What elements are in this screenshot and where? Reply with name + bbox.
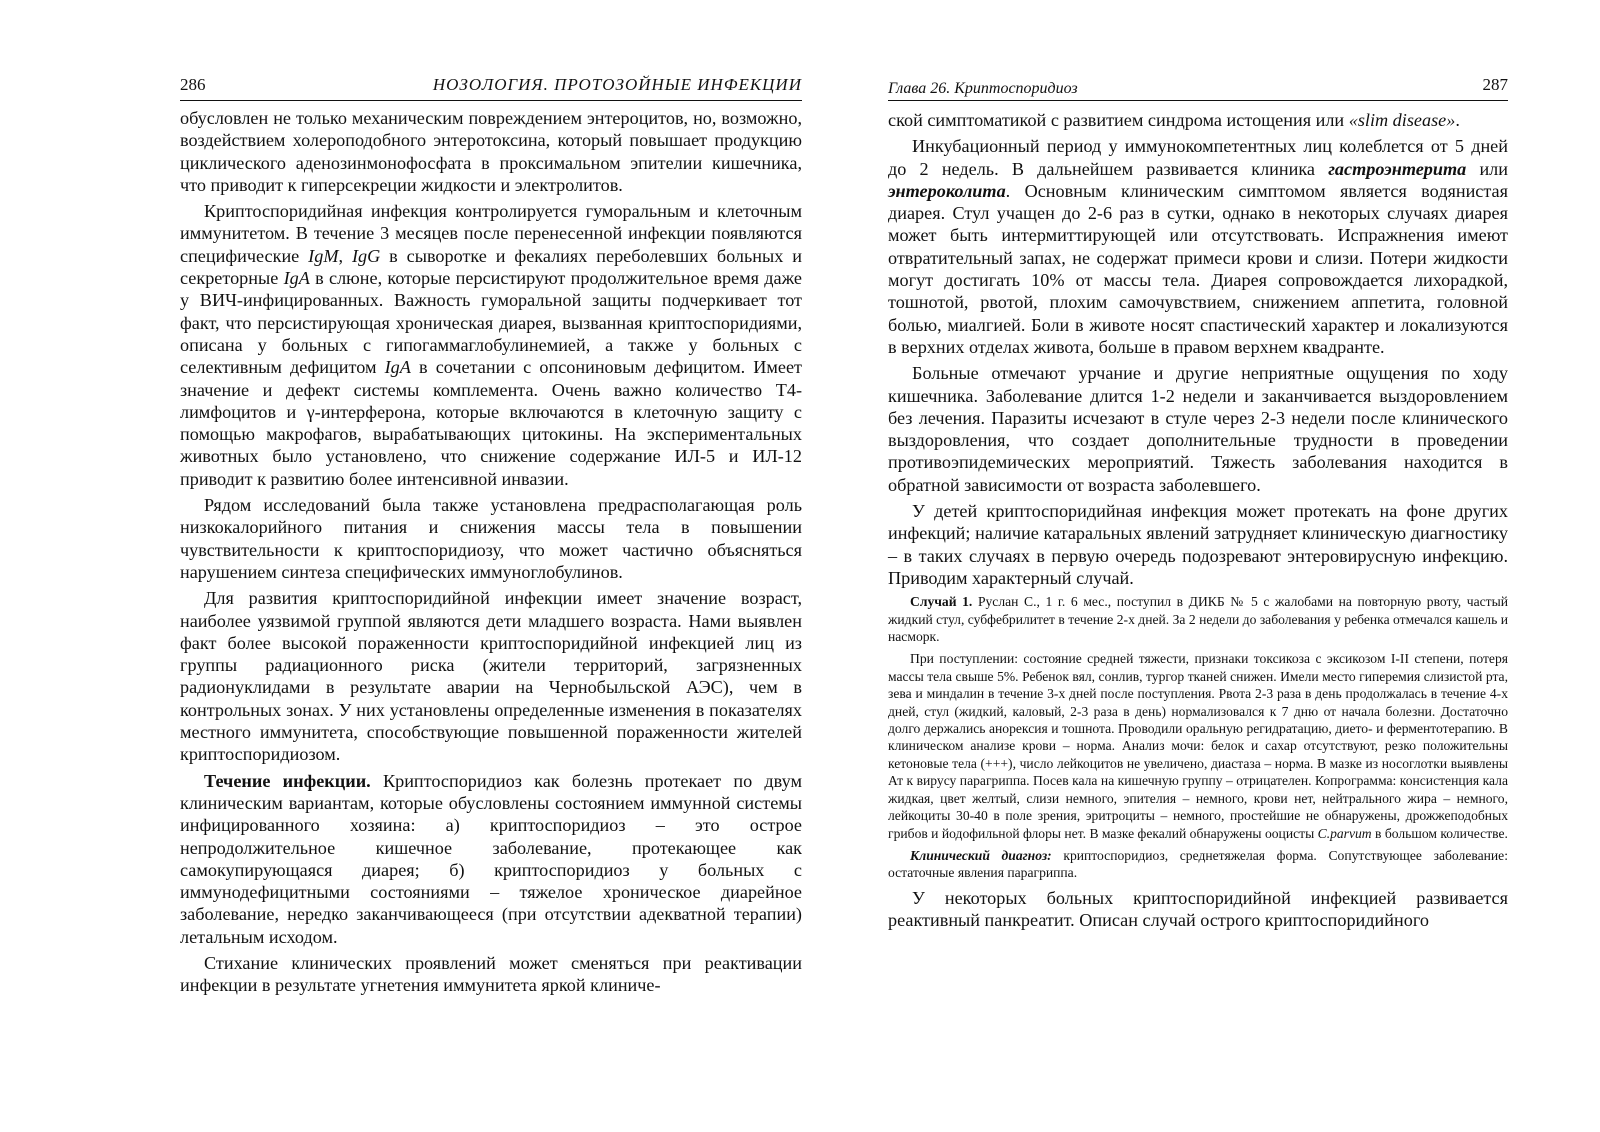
term-igm: IgM <box>308 245 339 266</box>
case-report <box>888 593 1508 882</box>
case-intro <box>888 593 1508 645</box>
paragraph: У некоторых больных криптоспоридийной инфекцией развивается реактивный панкреатит. Описан случай острого криптоспоридийного <box>888 887 1508 931</box>
right-page-number: 287 <box>1482 75 1508 94</box>
case-admission <box>888 650 1508 841</box>
paragraph-continued <box>888 109 1508 131</box>
term-enterocolitis: энтероколита <box>888 180 1006 201</box>
text-run: или <box>1466 158 1508 179</box>
paragraph-incubation <box>888 135 1508 358</box>
term-species: C.parvum <box>1317 825 1372 841</box>
text-run: Руслан С., 1 г. 6 мес., поступил в ДИКБ № 5 с жалобами на повторную рвоту, частый жидкий стул, субфебрилитет в течение 2-х дней. За 2 недели до заболевания у ребенка отмечался кашель и насморк. <box>888 594 1508 645</box>
text-run: . Основным клиническим симптомом является водянистая диарея. Стул учащен до 2-6 раз в сутки, однако в некоторых случаях диарея может быть интермиттирующей или отсутствовать. Испражнения имеют отвратительный запах, не содержат примеси крови и слизи. Потери жидкости могут достигать 10% от массы тела. Диарея сопровождается лихорадкой, тошнотой, рвотой, плохим самочувствием, снижением аппетита, головной болью, миалгией. Боли в животе носят спастический характер и локализуются в верхних отделах живота, больше в правом верхнем квадранте. <box>888 180 1508 357</box>
case-label: Случай 1. <box>910 594 973 610</box>
text-run: в большом количестве. <box>1371 825 1508 841</box>
right-running-title: Глава 26. Криптоспоридиоз <box>888 80 1078 97</box>
case-diagnosis <box>888 847 1508 882</box>
left-page-number: 286 <box>180 75 206 94</box>
term-iga: IgA <box>384 357 411 378</box>
term-igg: IgG <box>351 245 381 266</box>
text-run: , <box>338 245 352 266</box>
paragraph: Больные отмечают урчание и другие неприятные ощущения по ходу кишечника. Заболевание длится 1-2 недели и заканчивается выздоровлением без лечения. Паразиты исчезают в стуле через 2-3 недели после клинического выздоровления, что создает дополнительные трудности в проведении противоэпидемических мероприятий. Тяжесть заболевания находится в обратной зависимости от возраста заболевшего. <box>888 363 1508 495</box>
term-slim-disease: «slim disease» <box>1348 110 1456 130</box>
right-body-text <box>888 109 1508 931</box>
text-run: . <box>1455 110 1460 130</box>
paragraph-immunity <box>180 200 802 490</box>
paragraph: Стихание клинических проявлений может сменяться при реактивации инфекции в результате угнетения иммунитета яркой клиниче- <box>180 952 802 996</box>
text-run: криптоспоридиоз, среднетяжелая форма. Сопутствующее заболевание: остаточные явления парагриппа. <box>888 847 1508 881</box>
text-run: При поступлении: состояние средней тяжести, признаки токсикоза с эксикозом I-II степени, потеря массы тела свыше 5%. Ребенок вял, сонлив, тургор тканей снижен. Имели место гиперемия слизистой рта, зева и миндалин в течение 3-х дней после поступления. Рвота 2-3 раза в день продолжалась в течение 4-х дней, стул (жидкий, каловый, 2-3 раза в день) нормализовался к 7 дню от начала болезни. Достаточно долго держались анорексия и тошнота. Проводили оральную регидратацию, дието- и ферментотерапию. В клиническом анализе крови – норма. Анализ мочи: белок и сахар отсутствуют, резко положительны кетоновые тела (+++), число лейкоцитов не увеличено, диастаза – норма. В мазке из носоглотки выявлены Ат к вирусу парагриппа. Посев кала на кишечную группу – отрицателен. Копрограмма: консистенция кала жидкая, цвет желтый, слизи немного, эпителия – немного, крови нет, нейтрального жира – немного, лейкоциты 30-40 в поле зрения, эритроциты – немного, простейшие не обнаружены, дрожжеподобных грибов и йодофильной флоры нет. В мазке фекалий обнаружены ооцисты <box>888 651 1508 841</box>
text-run: Инкубационный период у иммунокомпетентных лиц колеблется от 5 дней до 2 недель. В дальнейшем развивается клиника <box>888 136 1508 179</box>
left-running-head <box>180 70 802 101</box>
text-run: ской симптоматикой с развитием синдрома истощения или <box>888 110 1349 130</box>
text-run: Криптоспоридийная инфекция контролируется гуморальным и клеточным иммунитетом. В течение 3 месяцев после перенесенной инфекции появляются специфические <box>180 201 802 266</box>
paragraph: У детей криптоспоридийная инфекция может протекать на фоне других инфекций; наличие катаральных явлений затрудняет клиническую диагностику – в таких случаях в первую очередь подозревают энтеровирусную инфекцию. Приводим характерный случай. <box>888 501 1508 588</box>
section-heading: Течение инфекции. <box>204 770 371 791</box>
left-page <box>180 70 802 1001</box>
text-run: Криптоспоридиоз как болезнь протекает по двум клиническим вариантам, которые обусловлены состоянием иммунной системы инфицированного хозяина: а) криптоспоридиоз – это острое непродолжительное кишечное заболевание, протекающее как самокупирующаяся диарея; б) криптоспоридиоз у больных с иммунодефицитными состояниями – тяжелое хроническое диарейное заболевание, нередко заканчивающееся (при отсутствии адекватной терапии) летальным исходом. <box>180 770 802 947</box>
text-run: в слюне, которые персистируют продолжительное время даже у ВИЧ-инфицированных. Важность гуморальной защиты подчеркивает тот факт, что персистирующая хроническая диарея, вызванная криптоспоридиями, описана у больных с гипогаммаглобулинемией, а также у больных с селективным дефицитом <box>180 268 803 378</box>
right-running-head <box>888 70 1508 101</box>
term-gastroenteritis: гастроэнтерита <box>1328 158 1467 179</box>
paragraph: Для развития криптоспоридийной инфекции имеет значение возраст, наиболее уязвимой группой являются дети младшего возраста. Нами выявлен факт более высокой пораженности криптоспоридийной инфекцией лиц из группы радиационного риска (жители территорий, загрязненных радионуклидами в результате аварии на Чернобыльской АЭС), чем в контрольных зонах. У них установлены определенные изменения в показателях местного иммунитета, способствующие повышенной пораженности жителей криптоспоридиозом. <box>180 588 802 765</box>
left-running-title: НОЗОЛОГИЯ. ПРОТОЗОЙНЫЕ ИНФЕКЦИИ <box>432 75 802 94</box>
paragraph: обусловлен не только механическим повреждением энтероцитов, но, возможно, воздействием холероподобного энтеротоксина, который повышает продукцию циклического аденозинмонофосфата в проксимальном эпителии кишечника, что приводит к гиперсекреции жидкости и электролитов. <box>180 108 802 195</box>
paragraph-course <box>180 770 802 948</box>
text-run: в сыворотке и фекалиях переболевших больных и секреторные <box>180 245 802 289</box>
term-iga: IgA <box>283 268 310 289</box>
right-page <box>888 70 1508 935</box>
text-run: в сочетании с опсониновым дефицитом. Имеет значение и дефект системы комплемента. Очень важно количество Т4-лимфоцитов и γ-интерферона, которые включаются в клеточную защиту с помощью макрофагов, вырабатывающих цитокины. На экспериментальных животных было установлено, что снижение содержание ИЛ-5 и ИЛ-12 приводит к развитию более интенсивной инвазии. <box>180 357 802 489</box>
diagnosis-label: Клинический диагноз: <box>910 847 1052 863</box>
left-body-text <box>180 107 802 997</box>
paragraph: Рядом исследований была также установлена предрасполагающая роль низкокалорийного питания и снижения массы тела в повышении чувствительности к криптоспоридиозу, что может частично объясняться нарушением синтеза специфических иммуноглобулинов. <box>180 495 802 582</box>
